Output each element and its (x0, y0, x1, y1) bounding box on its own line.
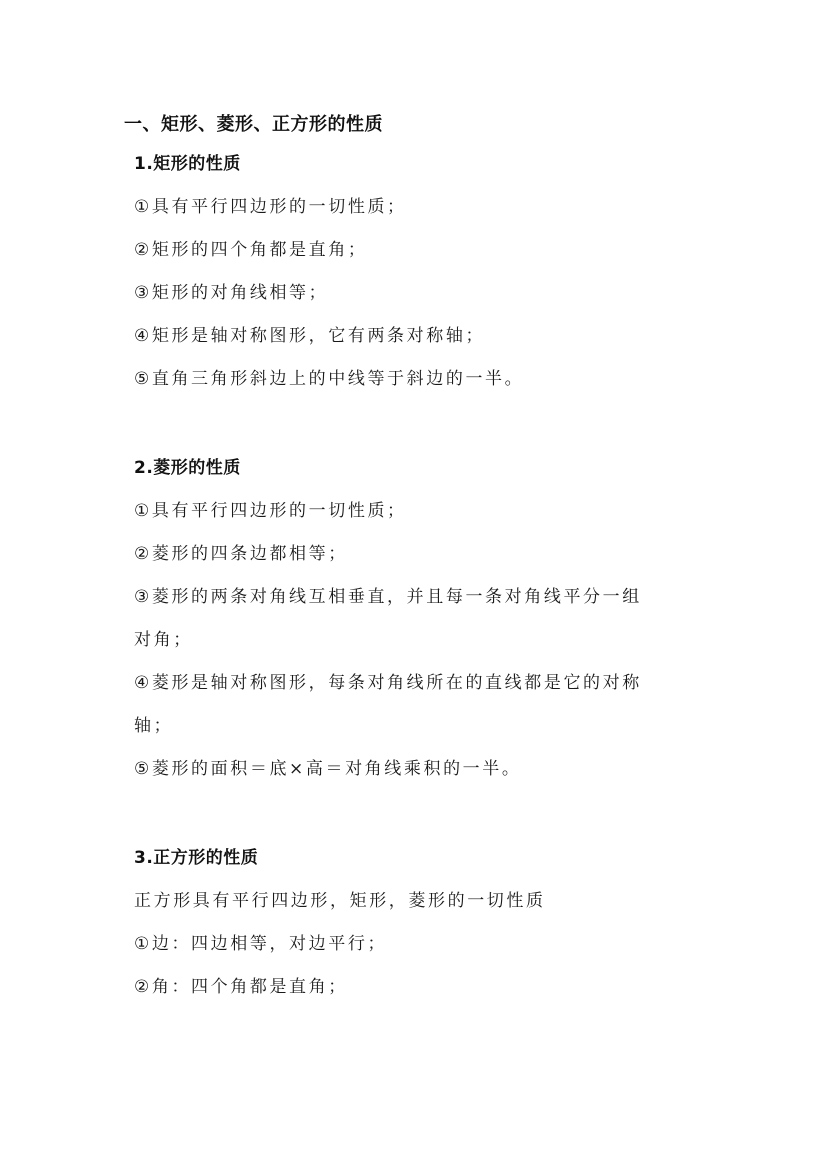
property-line: 对角； (134, 630, 193, 650)
property-line: 轴； (134, 716, 174, 736)
property-line: ②角：四个角都是直角； (134, 977, 348, 997)
property-line: ①具有平行四边形的一切性质； (134, 197, 407, 217)
property-line: ④菱形是轴对称图形，每条对角线所在的直线都是它的对称 (134, 673, 642, 693)
main-heading: 一、矩形、菱形、正方形的性质 (124, 114, 383, 135)
property-line: ③菱形的两条对角线互相垂直，并且每一条对角线平分一组 (134, 587, 642, 607)
property-line: ①边：四边相等，对边平行； (134, 934, 388, 954)
section-title: 2.菱形的性质 (134, 458, 241, 478)
section-rhombus (134, 454, 704, 783)
property-line: ①具有平行四边形的一切性质； (134, 501, 407, 521)
property-line: ②矩形的四个角都是直角； (134, 240, 368, 260)
property-line: ⑤直角三角形斜边上的中线等于斜边的一半。 (134, 369, 525, 389)
property-line: ④矩形是轴对称图形，它有两条对称轴； (134, 326, 486, 346)
property-line: ⑤菱形的面积＝底×高＝对角线乘积的一半。 (134, 759, 522, 779)
section-title: 1.矩形的性质 (134, 154, 241, 174)
section-square (134, 844, 704, 1001)
property-line: 正方形具有平行四边形，矩形，菱形的一切性质 (134, 891, 546, 911)
section-rectangle (134, 150, 704, 393)
property-line: ②菱形的四条边都相等； (134, 544, 348, 564)
section-title: 3.正方形的性质 (134, 848, 259, 868)
property-line: ③矩形的对角线相等； (134, 283, 329, 303)
